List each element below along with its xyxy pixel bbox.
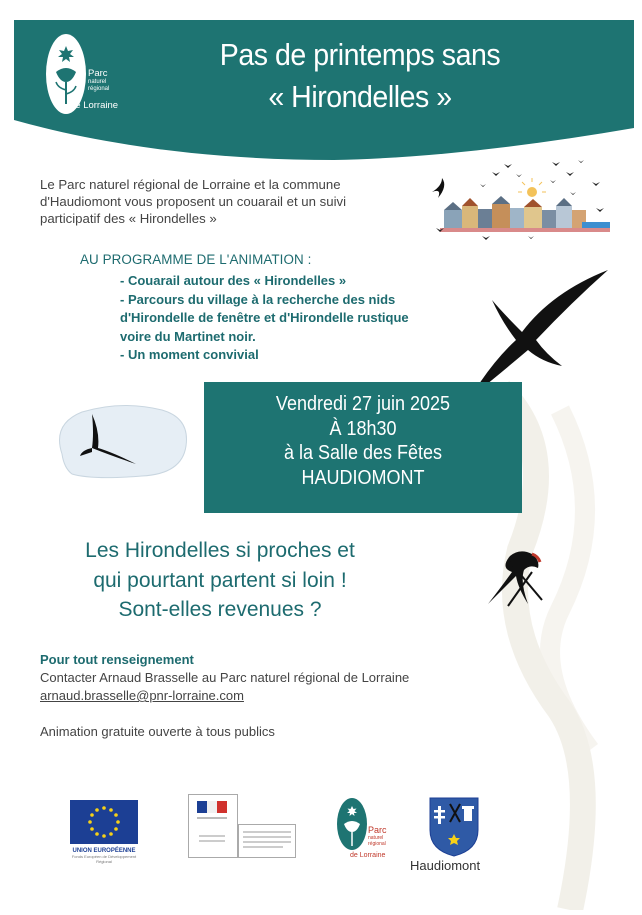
eu-subcaption: Fonds Européen de Développement Régional	[71, 854, 137, 864]
program-item: - Parcours du village à la recherche des nids	[120, 291, 396, 307]
swallow-illustration	[480, 542, 560, 622]
event-time: À 18h30	[329, 417, 397, 440]
haudiomont-crest-icon	[428, 796, 480, 858]
program-list	[120, 272, 450, 365]
eu-logo	[66, 800, 142, 864]
event-box	[204, 382, 522, 513]
town-label: Haudiomont	[410, 858, 481, 873]
intro-line-2: d'Haudiomont vous proposent un couarail et un suivi	[40, 194, 347, 209]
event-town: HAUDIOMONT	[301, 466, 425, 489]
intro-line-1: Le Parc naturel régional de Lorraine et la commune	[40, 177, 341, 192]
eu-caption: UNION EUROPÉENNE	[72, 848, 136, 854]
tagline-line-2: qui pourtant partent si loin !	[93, 568, 347, 592]
contact-text: Contacter Arnaud Brasselle au Parc naturel régional de Lorraine	[40, 670, 410, 685]
dreal-card	[238, 824, 296, 858]
program-item: - Couarail autour des « Hirondelles »	[120, 273, 347, 288]
program-item: voire du Martinet noir.	[120, 328, 256, 344]
pnr-footer-region: de Lorraine	[350, 852, 386, 859]
village-swallows-illustration	[432, 152, 612, 242]
swift-illustration	[462, 262, 612, 402]
intro-text	[40, 176, 410, 227]
pnr-footer-text: Parc naturel régional	[368, 825, 387, 847]
prefecture-card	[188, 794, 238, 858]
free-admission-text: Animation gratuite ouverte à tous publics	[40, 724, 275, 739]
tagline-line-1: Les Hirondelles si proches et	[85, 539, 355, 562]
page-title	[194, 34, 525, 118]
tagline-line-3: Sont-elles revenues ?	[118, 598, 322, 621]
contact-title: Pour tout renseignement	[40, 652, 194, 667]
title-line-1: Pas de printemps sans	[219, 37, 501, 72]
eu-flag-icon	[70, 800, 138, 844]
swift-bubble-illustration	[52, 404, 190, 480]
pnr-logo-region: de Lorraine	[70, 100, 119, 111]
program-item: - Un moment convivial	[120, 347, 259, 362]
contact-email-link[interactable]: arnaud.brasselle@pnr-lorraine.com	[40, 688, 244, 703]
program-title: AU PROGRAMME DE L'ANIMATION :	[80, 252, 312, 267]
event-date: Vendredi 27 juin 2025	[275, 393, 451, 415]
government-logo	[188, 794, 298, 860]
tagline	[40, 536, 400, 625]
intro-line-3: participatif des « Hirondelles »	[40, 211, 217, 226]
program-item: d'Hirondelle de fenêtre et d'Hirondelle rustique	[120, 310, 409, 325]
event-place: à la Salle des Fêtes	[283, 442, 443, 464]
title-line-2: « Hirondelles »	[268, 79, 452, 114]
pnr-logo-text: Parc naturel régional	[88, 68, 110, 92]
